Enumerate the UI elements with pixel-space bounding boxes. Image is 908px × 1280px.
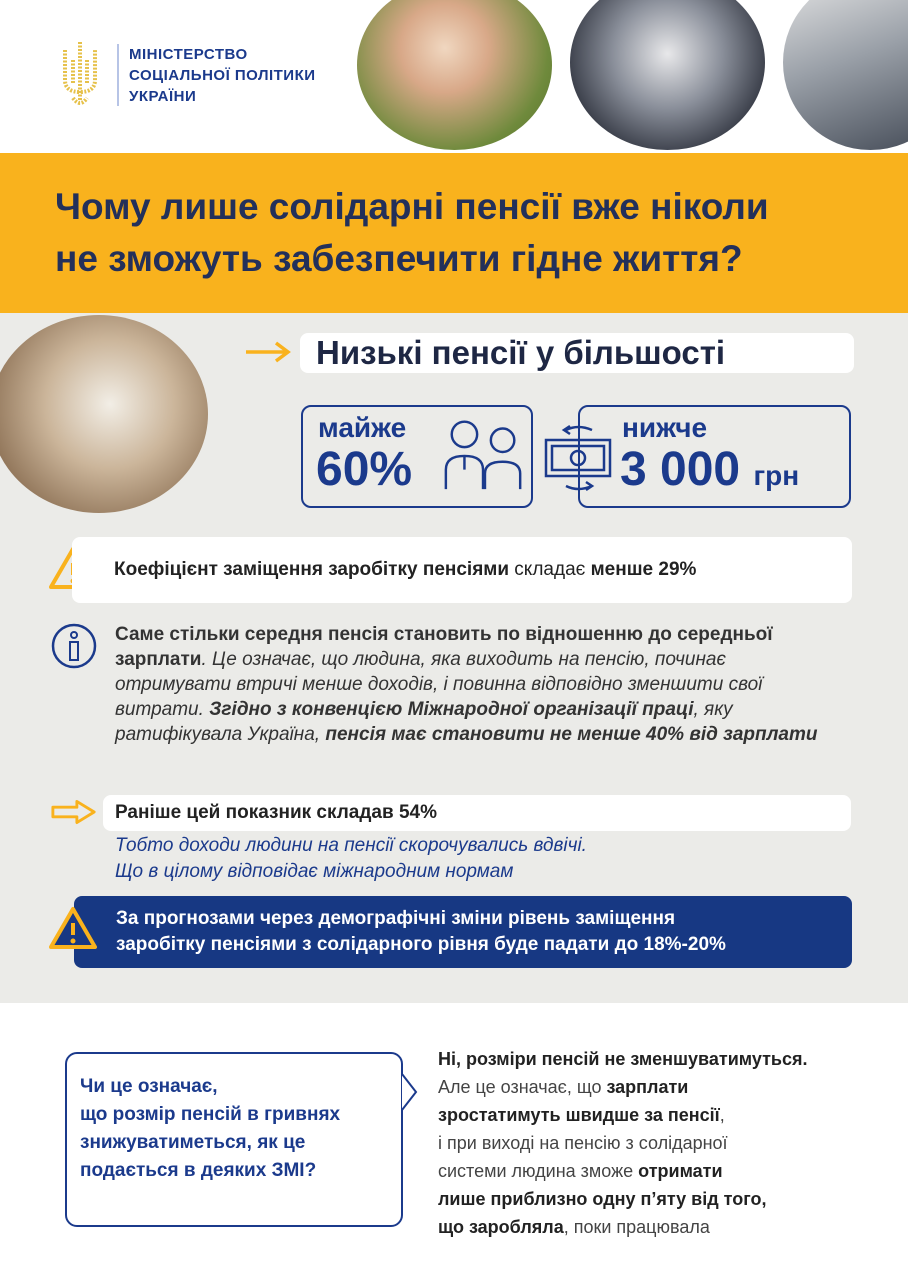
- arrow-right-outline-icon: [50, 798, 98, 826]
- previous-rate-explanation: Тобто доходи людини на пенсії скорочувались вдвічі. Що в цілому відповідає міжнародним нормам: [115, 835, 587, 882]
- info-icon: [50, 622, 98, 670]
- title-banner: [0, 153, 908, 313]
- section-title: Низькі пенсії у більшості: [300, 333, 854, 373]
- money-exchange-icon: [544, 418, 614, 498]
- business-meeting-photo: [570, 0, 765, 150]
- elderly-couple-photo: [357, 0, 552, 150]
- stat-label-almost: майже: [318, 412, 407, 443]
- previous-rate-label: Раніше цей показник складав 54%: [103, 795, 851, 831]
- trident-icon: [55, 40, 105, 110]
- replacement-rate-note: Коефіцієнт заміщення заробітку пенсіями складає менше 29%: [72, 537, 852, 603]
- org-line: МІНІСТЕРСТВО: [129, 45, 248, 63]
- org-line: СОЦІАЛЬНОЇ ПОЛІТИКИ: [129, 66, 316, 84]
- forecast-banner: За прогнозами через демографічні зміни рівень заміщення заробітку пенсіями з солідарного рівня буде падати до 18%-20%: [74, 896, 852, 968]
- ministry-logo: [55, 40, 316, 110]
- bubble-pointer-icon: [400, 1072, 420, 1112]
- warning-icon: [48, 905, 98, 951]
- answer-text: Ні, розміри пенсій не зменшуватимуться. Але це означає, що зарплати зростатимуть швидше за пенсії, і при виході на пенсію з солідарної системи людина зможе отримати лише приблизно одну п’яту від того, що заробляла, поки працювала: [438, 1049, 808, 1237]
- org-line: УКРАЇНИ: [129, 87, 197, 105]
- calculator-photo: [783, 0, 908, 150]
- arrow-right-icon: [244, 340, 292, 364]
- elderly-people-icon: [440, 412, 528, 492]
- info-paragraph: Саме стільки середня пенсія становить по відношенню до середньої зарплати. Це означає, що людина, яка виходить на пенсію, починає отримувати втричі менше доходів, і повинна відповідно зменшити свої витрати. Згідно з конвенцією Міжнародної організації праці, яку ратифікувала Україна, пенсія має становити не менше 40% від зарплати: [115, 624, 818, 745]
- stat-value-amount: 3 000 грн: [620, 443, 800, 496]
- stat-value-percentage: 60%: [316, 443, 413, 496]
- page-title: Чому лише солідарні пенсії вже ніколи не зможуть забезпечити гідне життя?: [55, 186, 769, 279]
- header: [0, 0, 908, 153]
- stat-label-below: нижче: [622, 412, 708, 443]
- elderly-couple-calculator-photo: [0, 315, 208, 513]
- logo-divider: [117, 44, 119, 106]
- question-text: Чи це означає, що розмір пенсій в гривнях знижуватиметься, як це подається в деяких ЗМІ?: [80, 1076, 341, 1181]
